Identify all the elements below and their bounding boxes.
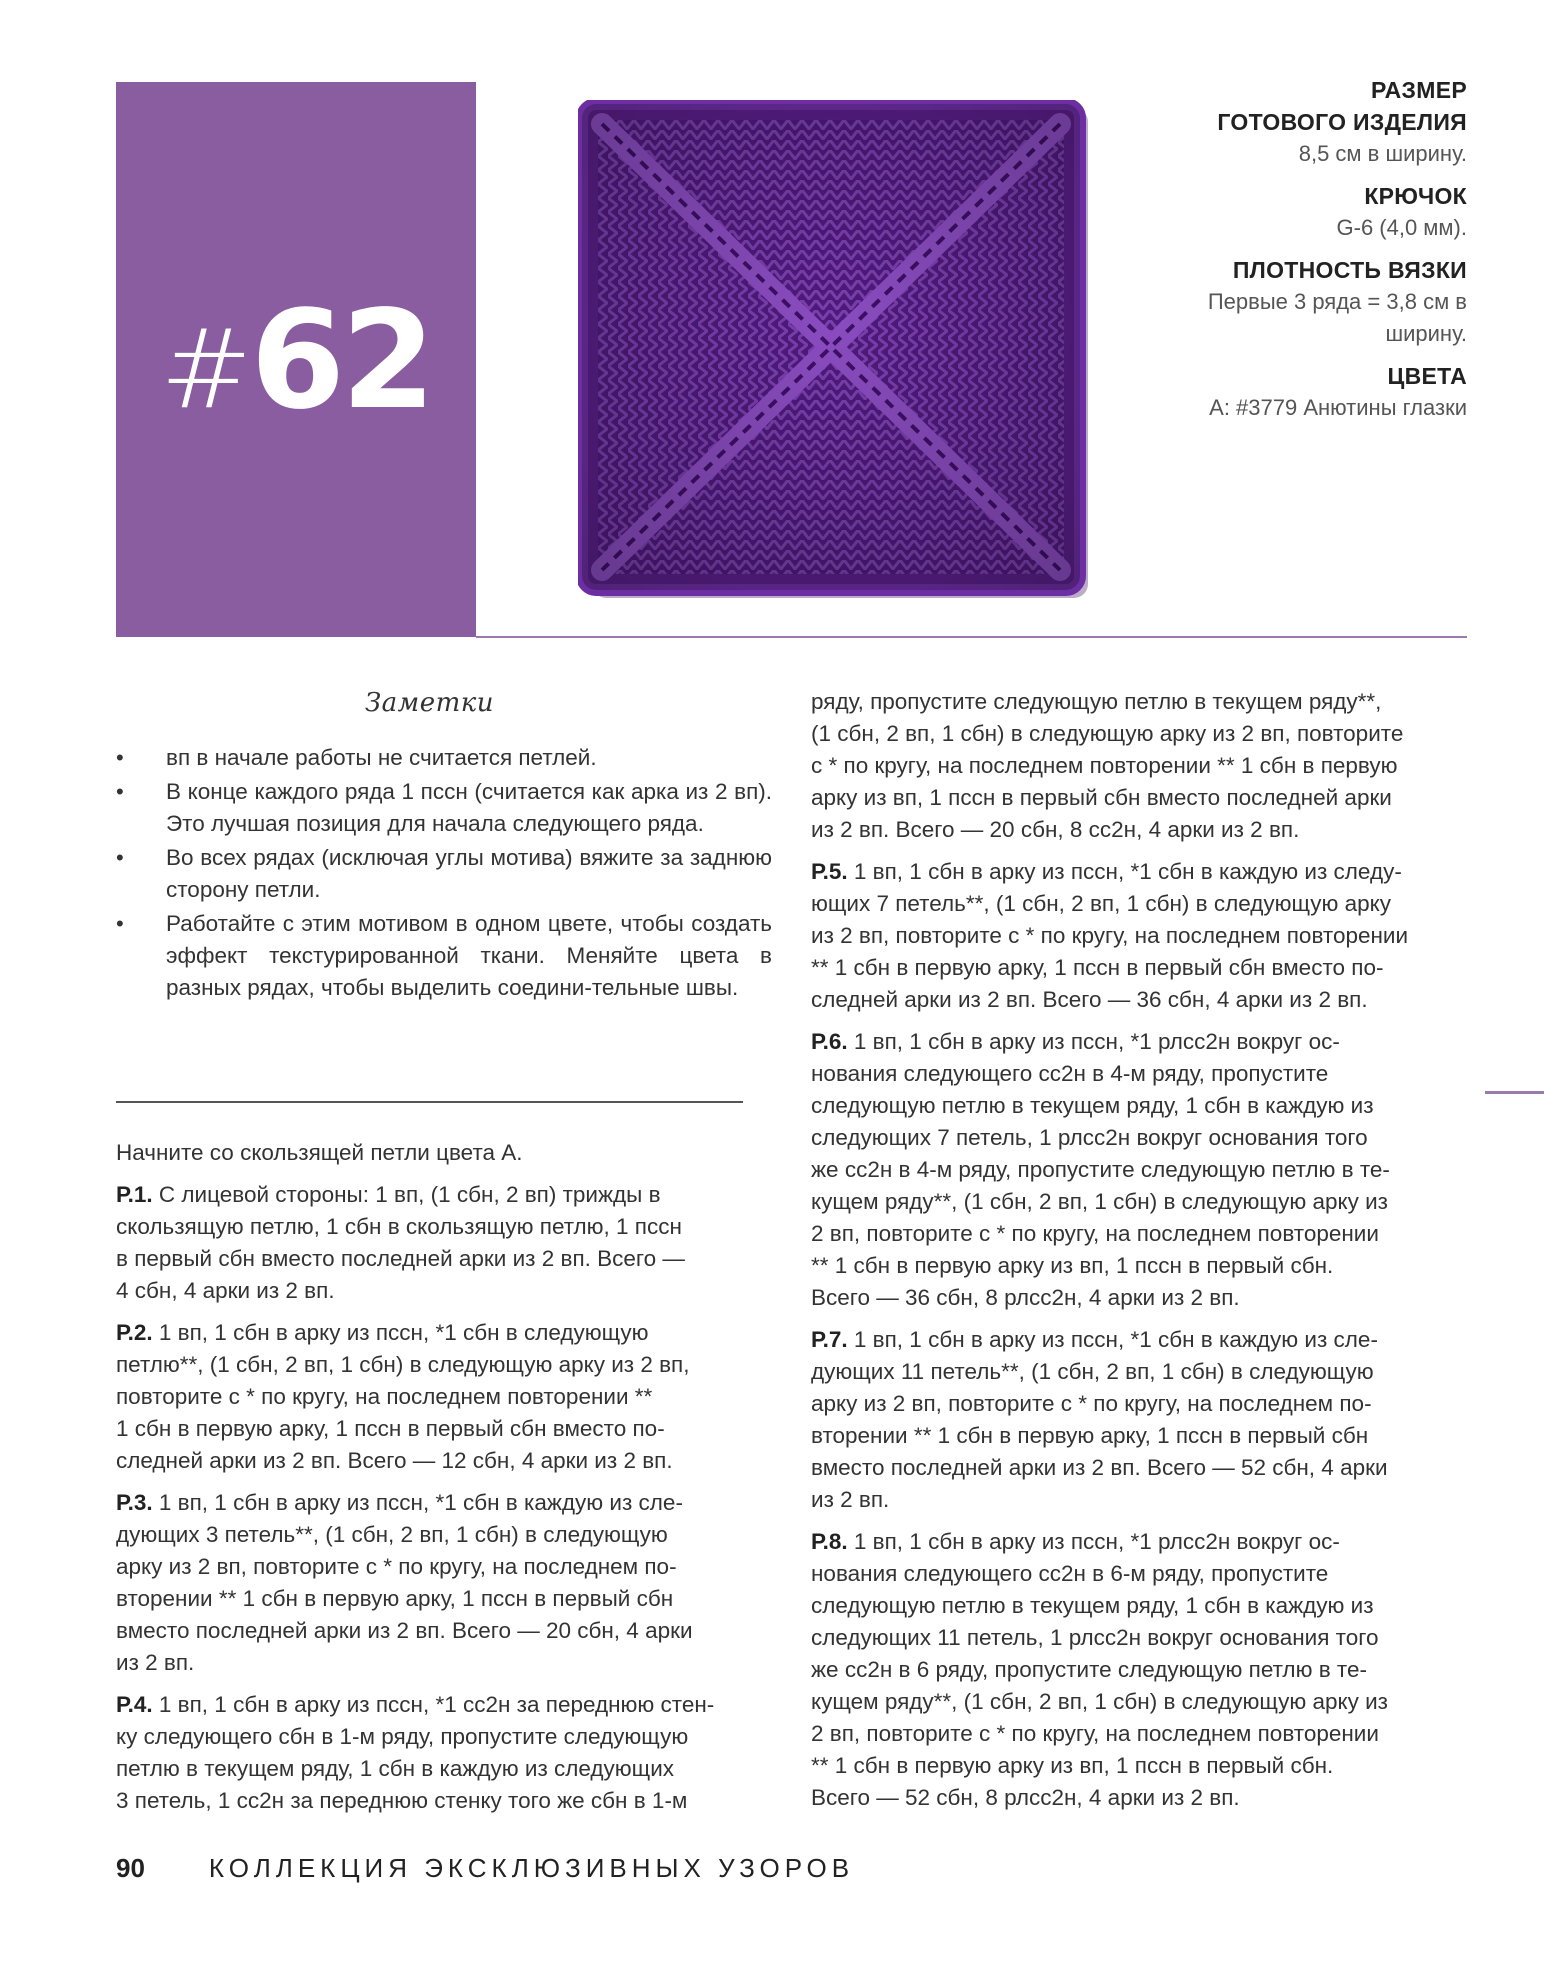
row-label: Р.3. [116, 1490, 153, 1515]
specs-panel [1047, 74, 1467, 424]
note-text: вп в начале работы не считается петлей. [166, 745, 597, 770]
notes-title: Заметки [364, 688, 495, 718]
row-text: С лицевой стороны: 1 вп, (1 сбн, 2 вп) трижды в скользящую петлю, 1 сбн в скользящую петлю, 1 пссн в первый сбн вместо последней арки из 2 вп. Всего — 4 сбн, 4 арки из 2 вп. [116, 1182, 685, 1303]
bullet-icon: • [116, 745, 124, 770]
page-footer [116, 1853, 854, 1884]
row-label: Р.2. [116, 1320, 153, 1345]
instructions-left-column [116, 1137, 772, 1827]
book-title: КОЛЛЕКЦИЯ ЭКСКЛЮЗИВНЫХ УЗОРОВ [208, 1853, 855, 1883]
row-instruction [116, 1179, 772, 1307]
spec-colors-heading: ЦВЕТА [1387, 363, 1467, 389]
header-divider [476, 636, 1467, 638]
note-text: Во всех рядах (исключая углы мотива) вяжите за заднюю сторону петли. [166, 845, 772, 902]
note-item [116, 742, 772, 774]
spec-hook-value: G-6 (4,0 мм). [1336, 215, 1467, 240]
row-instruction [116, 1689, 772, 1817]
spec-gauge-heading: ПЛОТНОСТЬ ВЯЗКИ [1232, 257, 1467, 283]
note-item [116, 908, 772, 1004]
row-label: Р.5. [811, 859, 848, 884]
row-text: 1 вп, 1 сбн в арку из пссн, *1 рлсс2н вокруг ос- нования следующего сс2н в 6-м ряду, пропустите следующую петлю в текущем ряду, 1 сбн в каждую из следующих 11 петель, 1 рлсс2н вокруг основания того же сс2н в 6 ряду, пропустите следующую петлю в те- кущем ряду**, (1 сбн, 2 вп, 1 сбн) в следующую арку из 2 вп, повторите с * по кругу, на последнем повторении ** 1 сбн в первую арку из вп, 1 пссн в первый сбн. Всего — 52 сбн, 8 рлсс2н, 4 арки из 2 вп. [811, 1529, 1388, 1810]
notes-divider [116, 1101, 743, 1103]
row-instruction [116, 1487, 772, 1679]
swatch-photo [578, 100, 1098, 600]
bullet-icon: • [116, 845, 124, 870]
row-text: 1 вп, 1 сбн в арку из пссн, *1 сбн в каждую из следу- ющих 7 петель**, (1 сбн, 2 вп, 1 сбн) в следующую арку из 2 вп, повторите с * по кругу, на последнем повторении ** 1 сбн в первую арку, 1 пссн в первый сбн вместо по- следней арки из 2 вп. Всего — 36 сбн, 4 арки из 2 вп. [811, 859, 1409, 1012]
row-text: 1 вп, 1 сбн в арку из пссн, *1 сбн в каждую из сле- дующих 11 петель**, (1 сбн, 2 вп, 1 сбн) в следующую арку из 2 вп, повторите с * по кругу, на последнем по- вторении ** 1 сбн в первую арку, 1 пссн в первый сбн вместо последней арки из 2 вп. Всего — 52 сбн, 4 арки из 2 вп. [811, 1327, 1388, 1512]
row-text: 1 вп, 1 сбн в арку из пссн, *1 сбн в следующую петлю**, (1 сбн, 2 вп, 1 сбн) в следующую арку из 2 вп, повторите с * по кругу, на последнем повторении ** 1 сбн в первую арку, 1 пссн в первый сбн вместо по- следней арки из 2 вп. Всего — 12 сбн, 4 арки из 2 вп. [116, 1320, 690, 1473]
spec-size-heading: РАЗМЕР ГОТОВОГО ИЗДЕЛИЯ [1217, 77, 1467, 135]
row-instruction [811, 686, 1471, 846]
spec-hook-heading: КРЮЧОК [1364, 183, 1467, 209]
note-item [116, 842, 772, 906]
motif-number [116, 282, 476, 440]
row-label: Р.1. [116, 1182, 153, 1207]
bullet-icon: • [116, 779, 124, 804]
intro-text: Начните со скользящей петли цвета А. [116, 1140, 523, 1165]
notes-list [116, 742, 772, 1006]
spec-size-value: 8,5 см в ширину. [1298, 141, 1467, 166]
row-label: Р.7. [811, 1327, 848, 1352]
spec-gauge-value: Первые 3 ряда = 3,8 см в ширину. [1207, 289, 1467, 346]
row-instruction [811, 1026, 1471, 1314]
row-text: 1 вп, 1 сбн в арку из пссн, *1 сс2н за переднюю стен- ку следующего сбн в 1-м ряду, пропустите следующую петлю в текущем ряду, 1 сбн в каждую из следующих 3 петель, 1 сс2н за переднюю стенку того же сбн в 1-м [116, 1692, 715, 1813]
crochet-swatch-image [578, 100, 1098, 600]
row-text: 1 вп, 1 сбн в арку из пссн, *1 рлсс2н вокруг ос- нования следующего сс2н в 4-м ряду, пропустите следующую петлю в текущем ряду, 1 сбн в каждую из следующих 7 петель, 1 рлсс2н вокруг основания того же сс2н в 4-м ряду, пропустите следующую петлю в те- кущем ряду**, (1 сбн, 2 вп, 1 сбн) в следующую арку из 2 вп, повторите с * по кругу, на последнем повторении ** 1 сбн в первую арку из вп, 1 пссн в первый сбн. Всего — 36 сбн, 8 рлсс2н, 4 арки из 2 вп. [811, 1029, 1390, 1310]
note-text: Работайте с этим мотивом в одном цвете, чтобы создать эффект текстурированной ткани. Меняйте цвета в разных рядах, чтобы выделить соедини-тельные швы. [166, 911, 772, 1000]
row-text: ряду, пропустите следующую петлю в текущем ряду**, (1 сбн, 2 вп, 1 сбн) в следующую арку из 2 вп, повторите с * по кругу, на последнем повторении ** 1 сбн в первую арку из вп, 1 пссн в первый сбн вместо последней арки из 2 вп. Всего — 20 сбн, 8 сс2н, 4 арки из 2 вп. [811, 689, 1404, 842]
row-text: 1 вп, 1 сбн в арку из пссн, *1 сбн в каждую из сле- дующих 3 петель**, (1 сбн, 2 вп, 1 сбн) в следующую арку из 2 вп, повторите с * по кругу, на последнем по- вторении ** 1 сбн в первую арку, 1 пссн в первый сбн вместо последней арки из 2 вп. Всего — 20 сбн, 4 арки из 2 вп. [116, 1490, 693, 1675]
row-label: Р.4. [116, 1692, 153, 1717]
row-instruction [811, 856, 1471, 1016]
spec-colors-value: А: #3779 Анютины глазки [1209, 395, 1467, 420]
motif-digits: 62 [250, 282, 432, 440]
row-label: Р.6. [811, 1029, 848, 1054]
bullet-icon: • [116, 911, 124, 936]
note-text: В конце каждого ряда 1 пссн (считается как арка из 2 вп). Это лучшая позиция для начала следующего ряда. [166, 779, 772, 836]
page-edge-marker [1485, 1091, 1544, 1094]
row-instruction [116, 1317, 772, 1477]
motif-hash: # [160, 305, 251, 433]
instructions-right-column [811, 686, 1471, 1824]
page-number: 90 [116, 1853, 145, 1883]
motif-number-panel [116, 82, 476, 637]
row-instruction [811, 1324, 1471, 1516]
note-item [116, 776, 772, 840]
row-instruction [811, 1526, 1471, 1814]
row-label: Р.8. [811, 1529, 848, 1554]
